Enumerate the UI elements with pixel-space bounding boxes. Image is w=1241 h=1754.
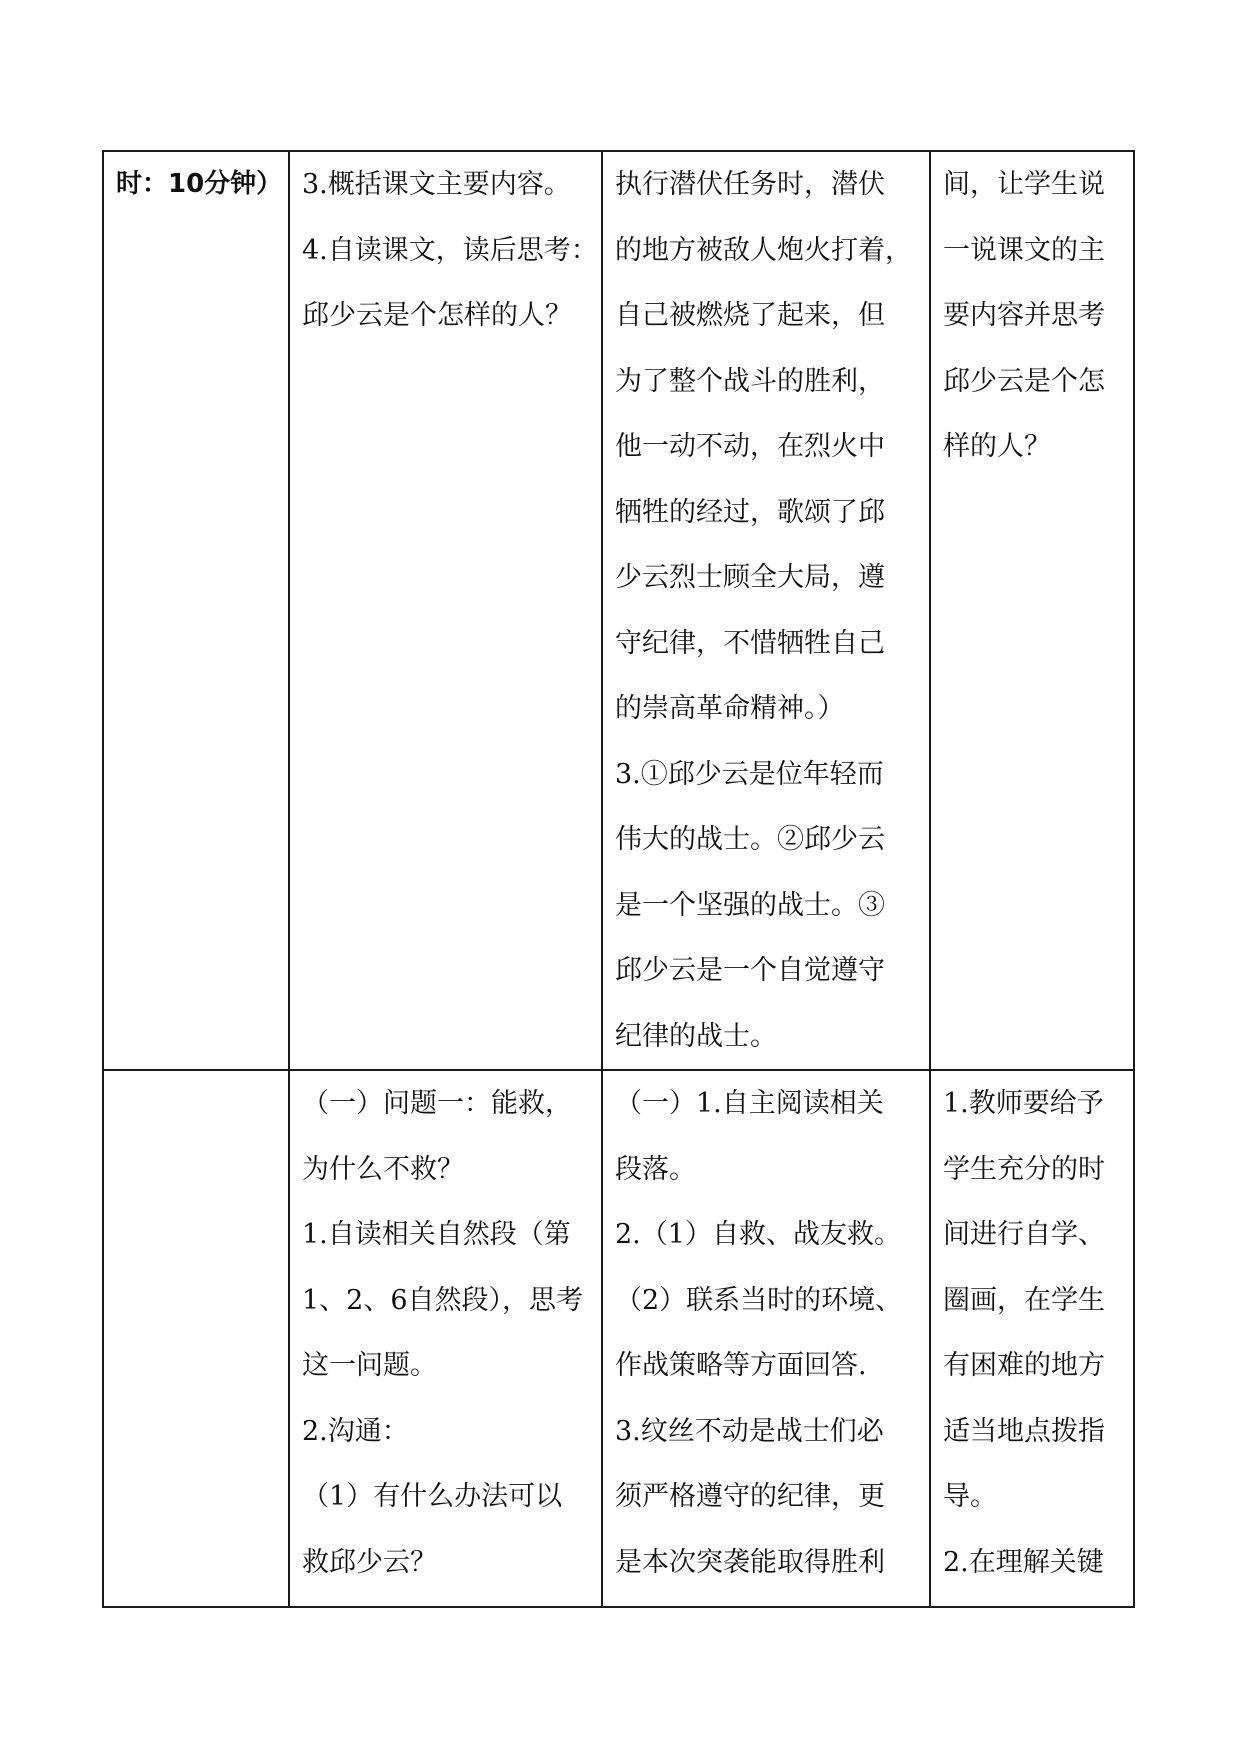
text-line: 邱少云是一个自觉遵守 (615, 955, 885, 986)
text-line: 有困难的地方 (943, 1350, 1105, 1381)
text-line: 2.在理解关键 (943, 1546, 1104, 1578)
text-line: 3.①邱少云是位年轻而 (615, 758, 884, 790)
stage-cell (103, 1070, 289, 1607)
text-line: 导。 (943, 1481, 997, 1512)
stage-cell (103, 151, 289, 1070)
text-line: （1）有什么办法可以 (302, 1481, 563, 1512)
text-line: 1、2、6自然段），思考 (302, 1284, 584, 1316)
text-line: 适当地点拨指 (943, 1415, 1105, 1447)
text-line: （一）1.自主阅读相关 (615, 1088, 884, 1119)
text-line: 是本次突袭能取得胜利 (615, 1546, 885, 1578)
text-line: 的地方被敌人炮火打着， (615, 234, 912, 266)
text-line: 4.自读课文，读后思考： (302, 234, 598, 266)
text-line: 1.教师要给予 (943, 1088, 1104, 1119)
design-intent-cell (930, 1070, 1134, 1607)
text-line: 为了整个战斗的胜利， (615, 365, 885, 397)
student-activity-cell (602, 151, 930, 1070)
text-line: 牺牲的经过，歌颂了邱 (615, 496, 885, 528)
text-line: 纪律的战士。 (615, 1020, 777, 1052)
text-line: 3.概括课文主要内容。 (302, 169, 571, 200)
text-line: 1.自读相关自然段（第 (302, 1219, 571, 1250)
text-line: 学生充分的时 (943, 1153, 1105, 1185)
table-row (103, 1070, 1134, 1607)
text-line: 间进行自学、 (943, 1219, 1105, 1250)
student-activity-cell (602, 1070, 930, 1607)
text-line: 救邱少云？ (302, 1546, 437, 1578)
text-line: 少云烈士顾全大局，遵 (615, 562, 885, 593)
text-line: 作战策略等方面回答. (615, 1350, 867, 1381)
teacher-activity-cell (289, 151, 602, 1070)
text-line: 要内容并思考 (943, 300, 1105, 331)
design-intent-cell (930, 151, 1134, 1070)
table-row (103, 151, 1134, 1070)
text-line: 须严格遵守的纪律，更 (615, 1481, 885, 1512)
text-line: 一说课文的主 (943, 234, 1105, 266)
text-line: 伟大的战士。②邱少云 (615, 824, 885, 855)
text-line: 间，让学生说 (943, 169, 1105, 200)
text-line: （一）问题一：能救， (302, 1088, 572, 1119)
text-line: 的崇高革命精神。） (615, 693, 845, 724)
text-line: （2）联系当时的环境、 (615, 1284, 903, 1316)
lesson-plan-table (102, 150, 1135, 1608)
text-line: 这一问题。 (302, 1350, 437, 1381)
text-line: 2.（1）自救、战友救。 (615, 1219, 901, 1250)
text-line: 执行潜伏任务时，潜伏 (615, 169, 885, 200)
stage-label: 时：10分钟） (116, 169, 283, 199)
text-line: 自己被燃烧了起来，但 (615, 300, 885, 331)
text-line: 邱少云是个怎 (943, 365, 1105, 397)
text-line: 是一个坚强的战士。③ (615, 889, 885, 921)
text-line: 段落。 (615, 1153, 696, 1185)
teacher-activity-cell (289, 1070, 602, 1607)
text-line: 样的人？ (943, 431, 1051, 462)
text-line: 邱少云是个怎样的人？ (302, 300, 572, 331)
text-line: 他一动不动，在烈火中 (615, 431, 885, 462)
text-line: 圈画，在学生 (943, 1284, 1105, 1316)
text-line: 2.沟通： (302, 1415, 409, 1447)
text-line: 为什么不救？ (302, 1153, 464, 1185)
text-line: 3.纹丝不动是战士们必 (615, 1415, 884, 1447)
text-line: 守纪律，不惜牺牲自己 (615, 627, 885, 659)
